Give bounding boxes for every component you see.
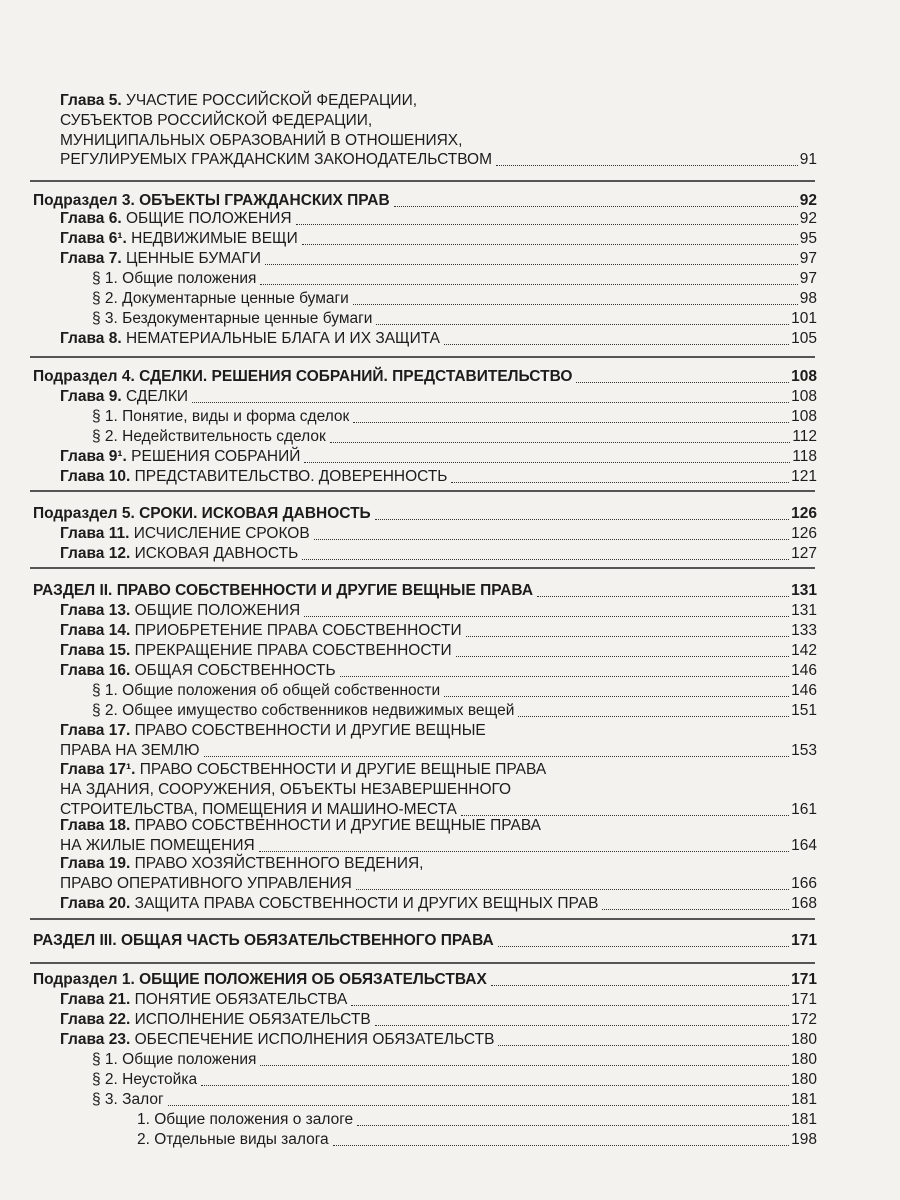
toc-entry-title: ПРАВО СОБСТВЕННОСТИ И ДРУГИЕ ВЕЩНЫЕ ПРАВА bbox=[134, 817, 542, 834]
toc-entry-text bbox=[60, 132, 462, 149]
page-number: 142 bbox=[791, 642, 817, 659]
page-number: 91 bbox=[799, 151, 817, 169]
dot-leader bbox=[353, 304, 798, 305]
page-number: 131 bbox=[791, 602, 817, 619]
toc-entry-label: Глава 5. bbox=[60, 92, 122, 109]
page-number: 180 bbox=[791, 1031, 817, 1048]
toc-entry-label: Подраздел 1. bbox=[33, 971, 135, 988]
toc-entry-title: § 1. Общие положения bbox=[92, 1051, 257, 1068]
toc-entry-line bbox=[92, 268, 817, 290]
toc-entry-line bbox=[92, 1049, 817, 1071]
page-number: 127 bbox=[791, 545, 817, 562]
dot-leader bbox=[204, 756, 790, 757]
toc-entry-title: СДЕЛКИ. РЕШЕНИЯ СОБРАНИЙ. ПРЕДСТАВИТЕЛЬСТВО bbox=[139, 368, 573, 385]
toc-entry-title: ИСЧИСЛЕНИЕ СРОКОВ bbox=[133, 525, 310, 542]
dot-leader bbox=[168, 1105, 789, 1106]
dot-leader bbox=[444, 696, 789, 697]
toc-entry-label: Глава 9¹. bbox=[60, 448, 127, 465]
page-number: 112 bbox=[792, 428, 817, 445]
toc-entry-title: СУБЪЕКТОВ РОССИЙСКОЙ ФЕДЕРАЦИИ, bbox=[60, 111, 373, 129]
toc-entry-label: Глава 6¹. bbox=[60, 230, 127, 247]
toc-entry-line bbox=[60, 1029, 817, 1051]
toc-entry-title: ПРЕКРАЩЕНИЕ ПРАВА СОБСТВЕННОСТИ bbox=[134, 642, 452, 659]
toc-entry-title: СДЕЛКИ bbox=[125, 388, 189, 405]
toc-entry-text bbox=[33, 366, 572, 388]
page-number: 108 bbox=[791, 408, 817, 425]
dot-leader bbox=[356, 889, 789, 890]
section-divider bbox=[30, 962, 815, 964]
toc-entry-text bbox=[60, 112, 372, 129]
toc-entry-title: ЗАЩИТА ПРАВА СОБСТВЕННОСТИ И ДРУГИХ ВЕЩНЫХ ПРАВ bbox=[134, 895, 599, 912]
toc-entry-line bbox=[60, 853, 423, 875]
toc-entry-title: ПРЕДСТАВИТЕЛЬСТВО. ДОВЕРЕННОСТЬ bbox=[134, 468, 448, 485]
page-number: 146 bbox=[791, 662, 817, 679]
toc-entry-title: § 1. Общие положения об общей собственности bbox=[92, 682, 441, 699]
toc-entry-text bbox=[60, 761, 546, 778]
toc-entry-text bbox=[60, 1009, 371, 1031]
toc-entry-text bbox=[92, 308, 372, 330]
dot-leader bbox=[496, 165, 798, 166]
page-number: 164 bbox=[791, 836, 817, 854]
toc-entry-text bbox=[60, 600, 300, 622]
toc-entry-line bbox=[60, 815, 541, 837]
toc-entry-label: Глава 11. bbox=[60, 525, 130, 542]
toc-entry-label: Глава 20. bbox=[60, 895, 131, 912]
page-number: 181 bbox=[791, 1111, 817, 1128]
page-number: 108 bbox=[791, 388, 817, 405]
toc-entry-title: § 3. Залог bbox=[92, 1091, 164, 1108]
toc-entry-text bbox=[60, 660, 336, 682]
toc-entry-title: СРОКИ. ИСКОВАЯ ДАВНОСТЬ bbox=[139, 505, 371, 522]
page-number: 126 bbox=[791, 505, 817, 522]
toc-entry-text bbox=[92, 700, 514, 722]
toc-entry-title: ПРАВО СОБСТВЕННОСТИ И ДРУГИЕ ВЕЩНЫЕ ПРАВА bbox=[139, 761, 547, 778]
toc-entry-line bbox=[60, 446, 817, 468]
toc-entry-title: СТРОИТЕЛЬСТВА, ПОМЕЩЕНИЯ И МАШИНО-МЕСТА bbox=[60, 800, 457, 818]
toc-entry-text bbox=[60, 781, 511, 798]
toc-entry-text bbox=[92, 680, 440, 702]
toc-entry-title: ОБЪЕКТЫ ГРАЖДАНСКИХ ПРАВ bbox=[139, 192, 390, 209]
toc-entry-title: ПОНЯТИЕ ОБЯЗАТЕЛЬСТВА bbox=[134, 991, 348, 1008]
dot-leader bbox=[340, 676, 789, 677]
toc-entry-line bbox=[33, 503, 817, 525]
toc-entry-title: ЦЕННЫЕ БУМАГИ bbox=[125, 250, 261, 267]
dot-leader bbox=[576, 382, 789, 383]
page-number: 168 bbox=[791, 895, 817, 912]
dot-leader bbox=[304, 462, 790, 463]
page-number: 133 bbox=[791, 622, 817, 639]
toc-entry-text bbox=[60, 989, 347, 1011]
toc-entry-text bbox=[137, 1129, 329, 1151]
toc-entry-line bbox=[60, 660, 817, 682]
toc-entry-text bbox=[60, 893, 598, 915]
page-number: 181 bbox=[791, 1091, 817, 1108]
section-divider bbox=[30, 918, 815, 920]
toc-entry-title: УЧАСТИЕ РОССИЙСКОЙ ФЕДЕРАЦИИ, bbox=[125, 92, 418, 109]
toc-entry-text bbox=[60, 855, 423, 872]
toc-entry-title: ПРАВО СОБСТВЕННОСТИ И ДРУГИЕ ВЕЩНЫЕ ПРАВА bbox=[116, 582, 534, 599]
page-number: 126 bbox=[791, 525, 817, 542]
toc-entry-title: НА ЖИЛЫЕ ПОМЕЩЕНИЯ bbox=[60, 836, 255, 854]
toc-entry-title: § 2. Общее имущество собственников недвижимых вещей bbox=[92, 702, 515, 719]
toc-entry-label: РАЗДЕЛ III. bbox=[33, 932, 117, 949]
toc-entry-title: РЕГУЛИРУЕМЫХ ГРАЖДАНСКИМ ЗАКОНОДАТЕЛЬСТВОМ bbox=[60, 151, 493, 169]
toc-entry-text bbox=[92, 1069, 197, 1091]
toc-entry-text bbox=[60, 466, 447, 488]
page-number: 171 bbox=[791, 932, 817, 949]
toc-entry-title: 1. Общие положения о залоге bbox=[137, 1111, 354, 1128]
dot-leader bbox=[265, 264, 798, 265]
toc-entry-text bbox=[60, 228, 298, 250]
dot-leader bbox=[201, 1085, 789, 1086]
toc-entry-label: Глава 16. bbox=[60, 662, 131, 679]
toc-entry-title: ОБЕСПЕЧЕНИЕ ИСПОЛНЕНИЯ ОБЯЗАТЕЛЬСТВ bbox=[134, 1031, 495, 1048]
toc-entry-text bbox=[60, 817, 541, 834]
dot-leader bbox=[304, 616, 789, 617]
toc-entry-line bbox=[60, 989, 817, 1011]
toc-entry-title: ПРАВО ОПЕРАТИВНОГО УПРАВЛЕНИЯ bbox=[60, 874, 352, 892]
page-number: 171 bbox=[791, 971, 817, 988]
toc-entry-title: ИСПОЛНЕНИЕ ОБЯЗАТЕЛЬСТВ bbox=[134, 1011, 371, 1028]
toc-entry-label: Глава 15. bbox=[60, 642, 131, 659]
toc-entry-text bbox=[60, 92, 417, 109]
toc-entry-title: НЕДВИЖИМЫЕ ВЕЩИ bbox=[131, 230, 298, 247]
dot-leader bbox=[498, 946, 789, 947]
page-number: 131 bbox=[791, 582, 817, 599]
toc-entry-text bbox=[33, 503, 371, 525]
toc-entry-line bbox=[60, 720, 486, 742]
toc-entry-line bbox=[92, 1089, 817, 1111]
dot-leader bbox=[260, 1065, 789, 1066]
toc-entry-text bbox=[60, 1029, 494, 1051]
dot-leader bbox=[451, 482, 789, 483]
toc-entry-title: 2. Отдельные виды залога bbox=[137, 1131, 329, 1148]
toc-entry-text bbox=[92, 1049, 256, 1071]
toc-entry-label: Глава 12. bbox=[60, 545, 131, 562]
toc-entry-label: Глава 8. bbox=[60, 330, 122, 347]
toc-entry-title: ОБЩИЕ ПОЛОЖЕНИЯ bbox=[134, 602, 301, 619]
toc-entry-label: РАЗДЕЛ II. bbox=[33, 582, 113, 599]
toc-entry-text bbox=[92, 426, 326, 448]
dot-leader bbox=[259, 851, 789, 852]
toc-entry-line bbox=[60, 893, 817, 915]
toc-entry-title: § 2. Неустойка bbox=[92, 1071, 198, 1088]
page-number: 146 bbox=[791, 682, 817, 699]
page-number: 105 bbox=[791, 330, 817, 347]
section-divider bbox=[30, 180, 815, 182]
toc-entry-text bbox=[33, 580, 533, 602]
toc-entry-line bbox=[60, 110, 372, 132]
toc-entry-text bbox=[60, 446, 300, 468]
page-number: 180 bbox=[791, 1071, 817, 1088]
toc-entry-line bbox=[92, 406, 817, 428]
toc-entry-label: Глава 6. bbox=[60, 210, 122, 227]
toc-entry-text bbox=[60, 543, 298, 565]
dot-leader bbox=[296, 224, 798, 225]
toc-entry-text bbox=[60, 208, 292, 230]
toc-entry-line bbox=[60, 466, 817, 488]
page-number: 166 bbox=[791, 874, 817, 892]
page-number: 101 bbox=[791, 310, 817, 327]
toc-entry-text bbox=[60, 523, 310, 545]
toc-entry-text bbox=[92, 406, 349, 428]
toc-entry-line bbox=[60, 149, 817, 171]
toc-entry-text bbox=[60, 873, 352, 895]
toc-entry-label: Глава 14. bbox=[60, 622, 131, 639]
dot-leader bbox=[394, 206, 798, 207]
page-number: 153 bbox=[791, 741, 817, 759]
toc-entry-text bbox=[60, 620, 462, 642]
toc-entry-line bbox=[33, 930, 817, 952]
toc-entry-title: НА ЗДАНИЯ, СООРУЖЕНИЯ, ОБЪЕКТЫ НЕЗАВЕРШЕННОГО bbox=[60, 780, 512, 798]
toc-entry-title: ПРАВО СОБСТВЕННОСТИ И ДРУГИЕ ВЕЩНЫЕ bbox=[134, 722, 486, 739]
toc-entry-line bbox=[33, 366, 817, 388]
toc-entry-line bbox=[60, 543, 817, 565]
toc-entry-title: ОБЩИЕ ПОЛОЖЕНИЯ bbox=[125, 210, 292, 227]
toc-entry-title: ПРАВА НА ЗЕМЛЮ bbox=[60, 741, 200, 759]
dot-leader bbox=[537, 596, 789, 597]
dot-leader bbox=[518, 716, 789, 717]
page-number: 198 bbox=[791, 1131, 817, 1148]
toc-entry-title: РЕШЕНИЯ СОБРАНИЙ bbox=[131, 448, 301, 465]
toc-entry-label: Глава 23. bbox=[60, 1031, 131, 1048]
toc-entry-text bbox=[60, 722, 486, 739]
dot-leader bbox=[302, 244, 798, 245]
toc-entry-label: Глава 22. bbox=[60, 1011, 131, 1028]
page-number: 108 bbox=[791, 368, 817, 385]
toc-entry-line bbox=[60, 1009, 817, 1031]
toc-entry-line bbox=[60, 523, 817, 545]
toc-entry-label: Глава 13. bbox=[60, 602, 131, 619]
page-number: 171 bbox=[791, 991, 817, 1008]
dot-leader bbox=[351, 1005, 789, 1006]
toc-entry-line bbox=[60, 208, 817, 230]
toc-entry-text bbox=[33, 969, 487, 991]
dot-leader bbox=[353, 422, 789, 423]
toc-entry-title: НЕМАТЕРИАЛЬНЫЕ БЛАГА И ИХ ЗАЩИТА bbox=[125, 330, 441, 347]
toc-entry-title: § 3. Бездокументарные ценные бумаги bbox=[92, 310, 373, 327]
toc-entry-title: § 2. Документарные ценные бумаги bbox=[92, 290, 349, 307]
toc-entry-text bbox=[33, 930, 494, 952]
toc-entry-line bbox=[60, 640, 817, 662]
dot-leader bbox=[498, 1045, 789, 1046]
dot-leader bbox=[192, 402, 789, 403]
dot-leader bbox=[302, 559, 789, 560]
page-number: 92 bbox=[799, 210, 817, 227]
toc-entry-line bbox=[60, 779, 511, 801]
toc-entry-line bbox=[60, 228, 817, 250]
toc-entry-line bbox=[60, 328, 817, 350]
toc-entry-line bbox=[60, 130, 462, 152]
toc-entry-title: § 1. Понятие, виды и форма сделок bbox=[92, 408, 350, 425]
dot-leader bbox=[314, 539, 789, 540]
toc-entry-label: Подраздел 4. bbox=[33, 368, 135, 385]
toc-entry-line bbox=[60, 759, 546, 781]
dot-leader bbox=[376, 324, 789, 325]
toc-entry-text bbox=[92, 1089, 164, 1111]
page-number: 95 bbox=[799, 230, 817, 247]
dot-leader bbox=[330, 442, 791, 443]
dot-leader bbox=[333, 1145, 789, 1146]
toc-entry-line bbox=[60, 248, 817, 270]
toc-entry-text bbox=[92, 288, 349, 310]
toc-entry-line bbox=[92, 426, 817, 448]
page-number: 98 bbox=[799, 290, 817, 307]
toc-entry-label: Глава 9. bbox=[60, 388, 122, 405]
page-number: 151 bbox=[791, 702, 817, 719]
toc-entry-label: Глава 10. bbox=[60, 468, 131, 485]
toc-entry-line bbox=[33, 969, 817, 991]
toc-entry-text bbox=[60, 328, 440, 350]
toc-entry-title: § 1. Общие положения bbox=[92, 270, 257, 287]
toc-entry-text bbox=[60, 248, 261, 270]
toc-entry-text bbox=[137, 1109, 353, 1131]
toc-entry-title: ОБЩАЯ ЧАСТЬ ОБЯЗАТЕЛЬСТВЕННОГО ПРАВА bbox=[120, 932, 494, 949]
dot-leader bbox=[602, 909, 789, 910]
toc-entry-line bbox=[92, 1069, 817, 1091]
dot-leader bbox=[375, 1025, 789, 1026]
toc-entry-label: Глава 17. bbox=[60, 722, 131, 739]
dot-leader bbox=[466, 636, 790, 637]
dot-leader bbox=[444, 344, 789, 345]
toc-entry-title: ПРИОБРЕТЕНИЕ ПРАВА СОБСТВЕННОСТИ bbox=[134, 622, 462, 639]
page-number: 97 bbox=[799, 250, 817, 267]
toc-entry-label: Глава 19. bbox=[60, 855, 131, 872]
dot-leader bbox=[375, 519, 789, 520]
section-divider bbox=[30, 490, 815, 492]
dot-leader bbox=[491, 985, 789, 986]
toc-entry-line bbox=[60, 600, 817, 622]
page-number: 172 bbox=[791, 1011, 817, 1028]
toc-entry-line bbox=[137, 1109, 817, 1131]
page-number: 161 bbox=[791, 800, 817, 818]
toc-entry-line bbox=[92, 308, 817, 330]
toc-entry-text bbox=[60, 386, 188, 408]
toc-entry-label: Глава 17¹. bbox=[60, 761, 136, 778]
toc-entry-line bbox=[137, 1129, 817, 1151]
page-number: 92 bbox=[799, 192, 817, 209]
toc-entry-label: Глава 21. bbox=[60, 991, 131, 1008]
dot-leader bbox=[456, 656, 789, 657]
page-number: 97 bbox=[799, 270, 817, 287]
toc-entry-line bbox=[60, 386, 817, 408]
toc-entry-line bbox=[92, 680, 817, 702]
toc-entry-title: § 2. Недействительность сделок bbox=[92, 428, 326, 445]
toc-entry-title: ОБЩАЯ СОБСТВЕННОСТЬ bbox=[134, 662, 336, 679]
toc-entry-label: Подраздел 3. bbox=[33, 192, 135, 209]
toc-entry-title: ИСКОВАЯ ДАВНОСТЬ bbox=[134, 545, 299, 562]
toc-entry-label: Глава 7. bbox=[60, 250, 122, 267]
toc-entry-text bbox=[60, 640, 452, 662]
page-number: 121 bbox=[791, 468, 817, 485]
section-divider bbox=[30, 356, 815, 358]
toc-entry-title: МУНИЦИПАЛЬНЫХ ОБРАЗОВАНИЙ В ОТНОШЕНИЯХ, bbox=[60, 131, 463, 149]
page-number: 180 bbox=[791, 1051, 817, 1068]
dot-leader bbox=[357, 1125, 789, 1126]
toc-entry-title: ПРАВО ХОЗЯЙСТВЕННОГО ВЕДЕНИЯ, bbox=[134, 855, 424, 872]
toc-entry-text bbox=[60, 149, 492, 171]
toc-entry-line bbox=[92, 288, 817, 310]
toc-entry-line bbox=[60, 873, 817, 895]
dot-leader bbox=[260, 284, 797, 285]
toc-entry-label: Подраздел 5. bbox=[33, 505, 135, 522]
toc-entry-line bbox=[33, 580, 817, 602]
toc-entry-title: ОБЩИЕ ПОЛОЖЕНИЯ ОБ ОБЯЗАТЕЛЬСТВАХ bbox=[139, 971, 487, 988]
section-divider bbox=[30, 567, 815, 569]
toc-entry-line bbox=[60, 90, 417, 112]
toc-entry-line bbox=[60, 620, 817, 642]
page-number: 118 bbox=[792, 448, 817, 465]
toc-entry-text bbox=[92, 268, 256, 290]
toc-entry-line bbox=[92, 700, 817, 722]
toc-entry-label: Глава 18. bbox=[60, 817, 131, 834]
